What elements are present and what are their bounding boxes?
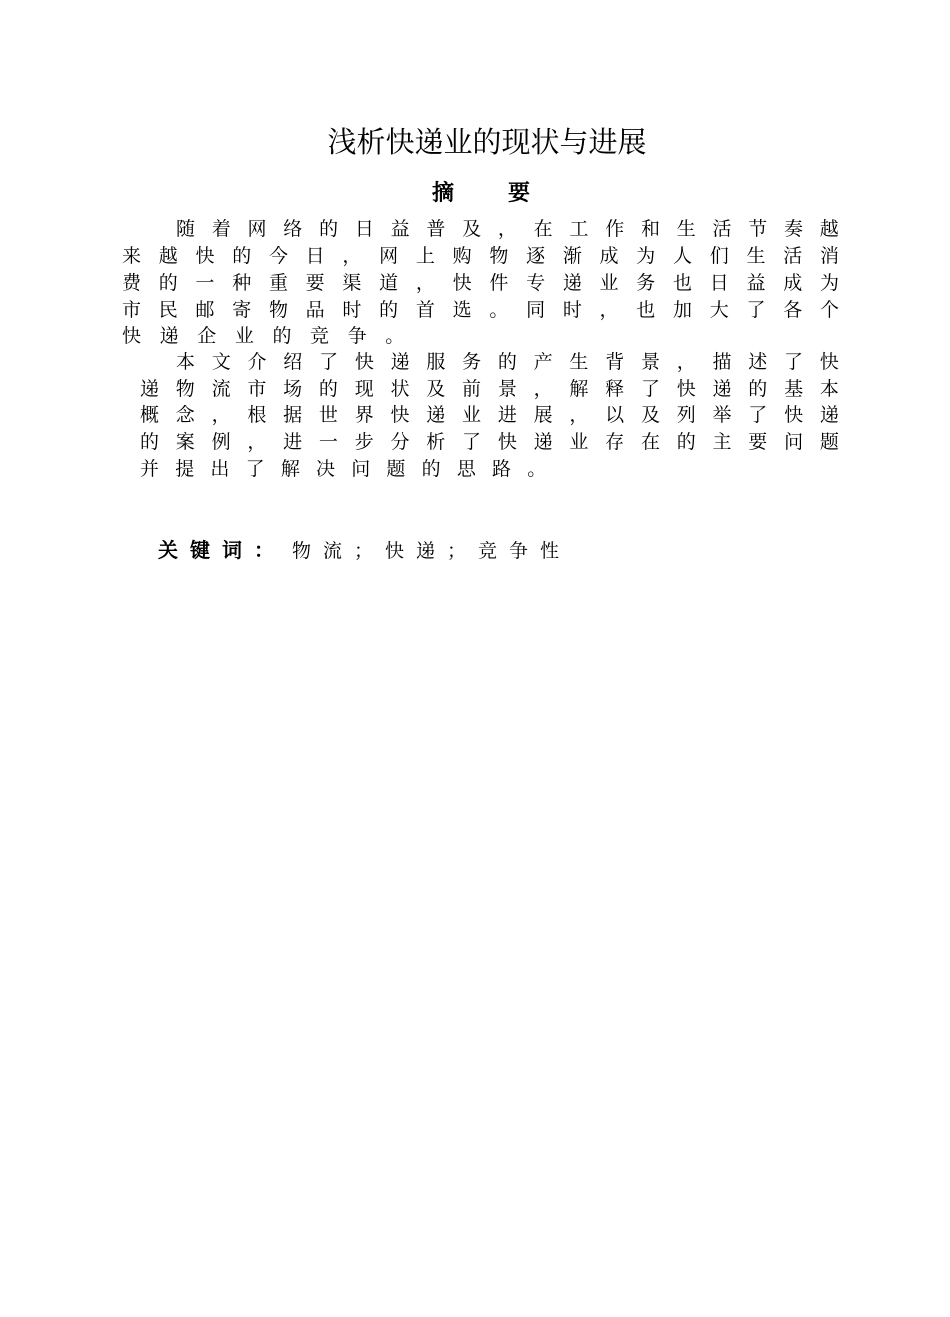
- abstract-char: 背: [605, 351, 625, 373]
- abstract-char: 进: [283, 431, 303, 453]
- abstract-char: 费: [122, 272, 142, 294]
- abstract-char: 析: [426, 431, 446, 453]
- abstract-char: 渐: [562, 245, 582, 267]
- abstract-char: ，: [569, 404, 589, 426]
- abstract-char: 。: [385, 325, 405, 347]
- keywords-label: 关键词：: [158, 538, 286, 562]
- abstract-char: 进: [497, 404, 517, 426]
- abstract-char: 的: [158, 272, 178, 294]
- abstract-char: 前: [462, 378, 482, 400]
- abstract-char: 随: [176, 218, 196, 240]
- abstract-char: 和: [640, 218, 660, 240]
- abstract-char: ，: [599, 299, 619, 321]
- abstract-char: ，: [211, 404, 231, 426]
- abstract-char: 上: [415, 245, 435, 267]
- abstract-char: 为: [636, 245, 656, 267]
- abstract-char: 渠: [342, 272, 362, 294]
- abstract-char: 的: [272, 325, 292, 347]
- keywords-value: 物流；快递；竞争性: [292, 540, 572, 562]
- abstract-char: 生: [569, 351, 589, 373]
- abstract-char: 题: [819, 431, 839, 453]
- abstract-char: 的: [497, 351, 517, 373]
- abstract-char: 例: [211, 431, 231, 453]
- abstract-char: 成: [599, 245, 619, 267]
- abstract-line: [122, 270, 839, 296]
- abstract-line: [140, 402, 839, 428]
- abstract-char: 的: [379, 299, 399, 321]
- abstract-line: [140, 376, 839, 402]
- abstract-char: 邮: [195, 299, 215, 321]
- abstract-char: 服: [426, 351, 446, 373]
- abstract-char: 的: [421, 458, 441, 480]
- abstract-char: 了: [746, 299, 766, 321]
- abstract-char: 也: [673, 272, 693, 294]
- abstract-char: 文: [211, 351, 231, 373]
- abstract-char: 重: [268, 272, 288, 294]
- abstract-char: 产: [533, 351, 553, 373]
- abstract-char: 世: [318, 404, 338, 426]
- abstract-char: 加: [673, 299, 693, 321]
- abstract-char: 问: [784, 431, 804, 453]
- keywords-line: [158, 536, 571, 564]
- abstract-char: 成: [783, 272, 803, 294]
- abstract-line: [122, 297, 839, 323]
- abstract-char: 本: [176, 351, 196, 373]
- abstract-char: 快: [122, 325, 142, 347]
- abstract-char: 。: [527, 458, 547, 480]
- abstract-char: 在: [640, 431, 660, 453]
- abstract-char: 着: [211, 218, 231, 240]
- abstract-char: 述: [748, 351, 768, 373]
- abstract-char: 了: [245, 458, 265, 480]
- abstract-char: 快: [676, 378, 696, 400]
- abstract-char: 界: [354, 404, 374, 426]
- abstract-char: 本: [819, 378, 839, 400]
- abstract-char: 越: [158, 245, 178, 267]
- abstract-char: 以: [605, 404, 625, 426]
- abstract-char: 分: [390, 431, 410, 453]
- abstract-char: 递: [533, 431, 553, 453]
- abstract-char: 节: [748, 218, 768, 240]
- abstract-char: ，: [247, 431, 267, 453]
- abstract-line: [122, 243, 839, 269]
- abstract-char: 提: [175, 458, 195, 480]
- abstract-char: 业: [462, 404, 482, 426]
- abstract-char: 务: [462, 351, 482, 373]
- abstract-char: 要: [748, 431, 768, 453]
- abstract-char: 种: [232, 272, 252, 294]
- abstract-char: 景: [640, 351, 660, 373]
- abstract-char: 日: [709, 272, 729, 294]
- abstract-char: 物: [268, 299, 288, 321]
- abstract-char: 及: [426, 378, 446, 400]
- abstract-char: 及: [462, 218, 482, 240]
- abstract-char: 举: [712, 404, 732, 426]
- abstract-char: 业: [569, 431, 589, 453]
- abstract-char: 益: [390, 218, 410, 240]
- abstract-char: 今: [268, 245, 288, 267]
- abstract-char: 存: [605, 431, 625, 453]
- abstract-char: 递: [390, 351, 410, 373]
- abstract-heading: 摘要: [431, 181, 584, 206]
- abstract-char: 主: [712, 431, 732, 453]
- abstract-char: 。: [489, 299, 509, 321]
- abstract-char: 日: [354, 218, 374, 240]
- abstract-char: 快: [195, 245, 215, 267]
- abstract-char: 快: [497, 431, 517, 453]
- abstract-char: 决: [316, 458, 336, 480]
- abstract-char: 要: [305, 272, 325, 294]
- abstract-char: 根: [247, 404, 267, 426]
- abstract-char: 逐: [526, 245, 546, 267]
- abstract-char: 活: [712, 218, 732, 240]
- document-title: 浅析快递业的现状与进展: [327, 125, 647, 159]
- abstract-char: 网: [247, 218, 267, 240]
- abstract-char: ，: [342, 245, 362, 267]
- abstract-char: 为: [819, 272, 839, 294]
- abstract-char: 道: [379, 272, 399, 294]
- abstract-char: 的: [748, 378, 768, 400]
- abstract-char: 奏: [784, 218, 804, 240]
- abstract-line: [176, 216, 839, 242]
- abstract-char: 解: [280, 458, 300, 480]
- abstract-char: 物: [175, 378, 195, 400]
- abstract-char: 竞: [310, 325, 330, 347]
- abstract-char: 业: [234, 325, 254, 347]
- abstract-char: 出: [210, 458, 230, 480]
- abstract-char: 递: [819, 404, 839, 426]
- abstract-char: ，: [415, 272, 435, 294]
- abstract-char: 业: [599, 272, 619, 294]
- abstract-char: 并: [140, 458, 160, 480]
- abstract-char: 景: [497, 378, 517, 400]
- abstract-char: 民: [158, 299, 178, 321]
- abstract-char: 概: [140, 404, 160, 426]
- abstract-char: 释: [605, 378, 625, 400]
- abstract-char: 首: [415, 299, 435, 321]
- abstract-char: 越: [819, 218, 839, 240]
- abstract-char: 快: [452, 272, 472, 294]
- abstract-char: 寄: [232, 299, 252, 321]
- abstract-char: 生: [746, 245, 766, 267]
- abstract-char: 争: [347, 325, 367, 347]
- abstract-char: 递: [562, 272, 582, 294]
- abstract-char: 列: [676, 404, 696, 426]
- abstract-line: [176, 349, 839, 375]
- abstract-char: 普: [426, 218, 446, 240]
- abstract-char: 时: [342, 299, 362, 321]
- abstract-char: 市: [247, 378, 267, 400]
- abstract-char: 问: [351, 458, 371, 480]
- abstract-char: 递: [140, 378, 160, 400]
- abstract-char: 及: [640, 404, 660, 426]
- abstract-char: 的: [140, 431, 160, 453]
- abstract-char: 解: [569, 378, 589, 400]
- abstract-char: 企: [197, 325, 217, 347]
- abstract-char: 作: [605, 218, 625, 240]
- abstract-char: 活: [783, 245, 803, 267]
- abstract-char: 了: [640, 378, 660, 400]
- abstract-char: 的: [318, 378, 338, 400]
- abstract-char: 的: [232, 245, 252, 267]
- abstract-char: 来: [122, 245, 142, 267]
- abstract-char: ，: [676, 351, 696, 373]
- abstract-char: 品: [305, 299, 325, 321]
- abstract-char: 选: [452, 299, 472, 321]
- abstract-char: 了: [462, 431, 482, 453]
- abstract-char: 步: [354, 431, 374, 453]
- abstract-char: 快: [819, 351, 839, 373]
- abstract-char: 快: [354, 351, 374, 373]
- abstract-line: [140, 456, 839, 482]
- abstract-char: 流: [211, 378, 231, 400]
- abstract-char: 快: [784, 404, 804, 426]
- abstract-char: 各: [783, 299, 803, 321]
- abstract-char: 念: [175, 404, 195, 426]
- abstract-char: 描: [712, 351, 732, 373]
- abstract-char: 络: [283, 218, 303, 240]
- abstract-char: 同: [526, 299, 546, 321]
- abstract-char: 市: [122, 299, 142, 321]
- abstract-char: 个: [819, 299, 839, 321]
- abstract-char: 案: [175, 431, 195, 453]
- abstract-char: 生: [676, 218, 696, 240]
- abstract-char: 日: [305, 245, 325, 267]
- abstract-char: 介: [247, 351, 267, 373]
- abstract-char: 思: [456, 458, 476, 480]
- abstract-char: 益: [746, 272, 766, 294]
- abstract-char: 们: [709, 245, 729, 267]
- abstract-char: ，: [533, 378, 553, 400]
- abstract-char: 路: [492, 458, 512, 480]
- abstract-char: 题: [386, 458, 406, 480]
- abstract-char: 递: [712, 378, 732, 400]
- abstract-char: 了: [319, 351, 339, 373]
- abstract-char: 递: [159, 325, 179, 347]
- abstract-line: [122, 323, 839, 349]
- abstract-char: 了: [748, 404, 768, 426]
- abstract-char: ，: [497, 218, 517, 240]
- abstract-char: 场: [283, 378, 303, 400]
- abstract-char: 时: [562, 299, 582, 321]
- abstract-char: 基: [784, 378, 804, 400]
- abstract-char: 购: [452, 245, 472, 267]
- abstract-char: 大: [709, 299, 729, 321]
- abstract-char: 一: [195, 272, 215, 294]
- abstract-char: 递: [426, 404, 446, 426]
- abstract-char: 物: [489, 245, 509, 267]
- abstract-char: 现: [354, 378, 374, 400]
- abstract-char: 在: [533, 218, 553, 240]
- abstract-char: 网: [379, 245, 399, 267]
- abstract-char: 也: [636, 299, 656, 321]
- abstract-char: 一: [318, 431, 338, 453]
- abstract-char: 消: [819, 245, 839, 267]
- abstract-char: 专: [526, 272, 546, 294]
- abstract-char: 工: [569, 218, 589, 240]
- abstract-char: 的: [319, 218, 339, 240]
- abstract-char: 人: [673, 245, 693, 267]
- abstract-char: 状: [390, 378, 410, 400]
- abstract-char: 快: [390, 404, 410, 426]
- abstract-char: 件: [489, 272, 509, 294]
- abstract-char: 展: [533, 404, 553, 426]
- abstract-line: [140, 429, 839, 455]
- abstract-char: 的: [676, 431, 696, 453]
- abstract-char: 据: [283, 404, 303, 426]
- abstract-char: 务: [636, 272, 656, 294]
- abstract-char: 绍: [283, 351, 303, 373]
- abstract-char: 了: [784, 351, 804, 373]
